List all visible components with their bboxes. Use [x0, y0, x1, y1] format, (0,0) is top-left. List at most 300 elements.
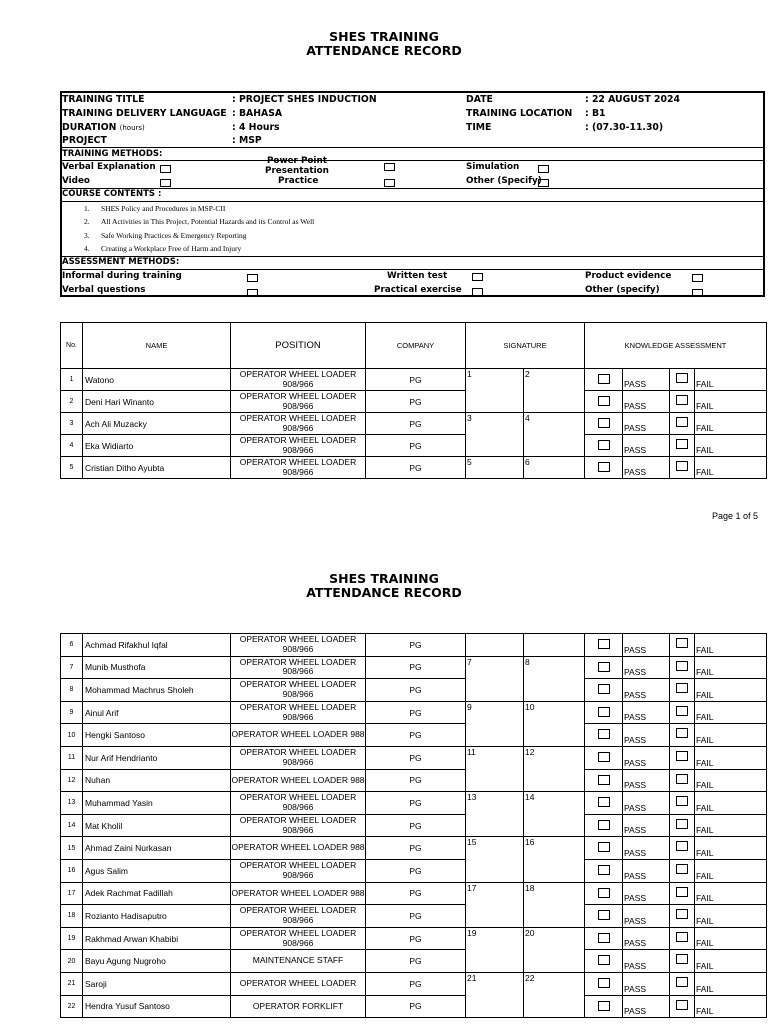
- fail-checkbox[interactable]: [676, 638, 688, 648]
- date-label: DATE: [466, 94, 493, 105]
- pass-checkbox[interactable]: [598, 842, 610, 852]
- position-line-1: OPERATOR WHEEL LOADER: [239, 928, 357, 939]
- attendee-position: [231, 457, 366, 479]
- pass-checkbox[interactable]: [598, 865, 610, 875]
- attendee-company: PG: [366, 457, 466, 479]
- duration-unit: (hours): [119, 124, 145, 132]
- fail-checkbox-cell: [670, 413, 695, 435]
- title-line-2: ATTENDANCE RECORD: [306, 43, 462, 58]
- signature-number: 12: [525, 746, 535, 757]
- attendee-company: PG: [366, 972, 466, 995]
- attendee-company: PG: [366, 679, 466, 702]
- pass-label: PASS: [623, 435, 670, 457]
- signature-cell[interactable]: [524, 792, 585, 837]
- signature-number: 13: [467, 792, 477, 803]
- method-verbal-explanation: Verbal Explanation: [62, 162, 156, 172]
- table-row: [61, 457, 767, 479]
- pass-checkbox[interactable]: [598, 752, 610, 762]
- position-line-2: 908/966: [282, 422, 314, 433]
- pass-label: PASS: [623, 369, 670, 391]
- fail-checkbox-cell: [670, 679, 695, 702]
- fail-checkbox[interactable]: [676, 661, 688, 671]
- signature-number: 2: [525, 369, 530, 379]
- signature-number: 20: [525, 927, 535, 938]
- pass-label: PASS: [623, 882, 670, 905]
- pass-checkbox[interactable]: [598, 418, 610, 428]
- table-row: [61, 792, 767, 815]
- signature-cell[interactable]: [466, 369, 524, 413]
- fail-label: FAIL: [695, 882, 767, 905]
- course-contents-heading: COURSE CONTENTS :: [62, 189, 162, 199]
- position-line-1: OPERATOR WHEEL LOADER: [239, 457, 357, 467]
- pass-checkbox[interactable]: [598, 933, 610, 943]
- signature-cell[interactable]: [524, 837, 585, 882]
- other-method-checkbox[interactable]: [538, 179, 549, 187]
- product-evidence-checkbox[interactable]: [692, 274, 703, 282]
- signature-cell[interactable]: [466, 701, 524, 746]
- header-name: NAME: [83, 323, 231, 369]
- row-number: 7: [61, 656, 83, 679]
- fail-checkbox[interactable]: [676, 819, 688, 829]
- attendee-position: [231, 950, 366, 973]
- attendee-name: Achmad Rifakhul Iqfal: [83, 634, 231, 657]
- fail-checkbox-cell: [670, 859, 695, 882]
- table-row: [61, 972, 767, 995]
- signature-cell[interactable]: [466, 792, 524, 837]
- position-line-1: OPERATOR FORKLIFT: [252, 1000, 344, 1011]
- position-line-2: 908/966: [282, 378, 314, 389]
- signature-cell[interactable]: [466, 413, 524, 457]
- attendee-company: PG: [366, 837, 466, 860]
- divider: [62, 160, 763, 161]
- attendee-company: PG: [366, 905, 466, 928]
- verbal-questions-checkbox[interactable]: [247, 289, 258, 297]
- signature-number: 14: [525, 792, 535, 803]
- attendee-position: [231, 814, 366, 837]
- signature-cell[interactable]: [524, 882, 585, 927]
- video-checkbox[interactable]: [160, 179, 171, 187]
- pass-checkbox[interactable]: [598, 1001, 610, 1011]
- fail-checkbox[interactable]: [676, 841, 688, 851]
- fail-checkbox[interactable]: [676, 774, 688, 784]
- fail-checkbox-cell: [670, 701, 695, 724]
- position-line-2: 908/966: [282, 824, 314, 835]
- pass-label: PASS: [623, 457, 670, 479]
- pass-checkbox[interactable]: [598, 729, 610, 739]
- signature-number: 1: [467, 369, 472, 379]
- pass-checkbox[interactable]: [598, 440, 610, 450]
- project-value: : MSP: [232, 135, 262, 146]
- attendee-position: [231, 792, 366, 815]
- attendee-company: PG: [366, 656, 466, 679]
- simulation-checkbox[interactable]: [538, 165, 549, 173]
- fail-checkbox[interactable]: [676, 932, 688, 942]
- attendee-company: PG: [366, 950, 466, 973]
- position-line-1: OPERATOR WHEEL LOADER: [239, 391, 357, 401]
- written-test-checkbox[interactable]: [472, 273, 483, 281]
- table-row: [61, 656, 767, 679]
- attendee-name: Hengki Santoso: [83, 724, 231, 747]
- fail-label: FAIL: [695, 724, 767, 747]
- attendee-name: Watono: [83, 369, 231, 391]
- signature-number: 11: [467, 746, 476, 757]
- position-line-1: OPERATOR WHEEL LOADER: [239, 413, 357, 423]
- pass-checkbox[interactable]: [598, 955, 610, 965]
- attendee-name: Saroji: [83, 972, 231, 995]
- assessment-product-evidence: Product evidence: [585, 271, 672, 281]
- row-number: 10: [61, 724, 83, 747]
- divider: [62, 188, 763, 189]
- fail-checkbox-cell: [670, 634, 695, 657]
- pass-checkbox[interactable]: [598, 978, 610, 988]
- fail-label: FAIL: [695, 769, 767, 792]
- attendee-name: Rozianto Hadisaputro: [83, 905, 231, 928]
- position-line-1: MAINTENANCE STAFF: [252, 955, 344, 966]
- other-assessment-checkbox[interactable]: [692, 289, 703, 297]
- table-row: [61, 882, 767, 905]
- fail-checkbox[interactable]: [676, 395, 688, 405]
- attendee-company: PG: [366, 814, 466, 837]
- signature-cell[interactable]: [466, 656, 524, 701]
- fail-checkbox-cell: [670, 457, 695, 479]
- method-practice: Practice: [278, 176, 319, 186]
- assessment-methods-heading: ASSESSMENT METHODS:: [62, 257, 180, 267]
- pass-checkbox[interactable]: [598, 910, 610, 920]
- pass-checkbox-cell: [585, 457, 623, 479]
- header-position: POSITION: [231, 323, 366, 369]
- divider: [62, 147, 763, 148]
- fail-checkbox[interactable]: [676, 954, 688, 964]
- date-value: : 22 AUGUST 2024: [585, 94, 680, 105]
- duration-value: : 4 Hours: [232, 122, 280, 133]
- pass-checkbox-cell: [585, 927, 623, 950]
- fail-label: FAIL: [695, 391, 767, 413]
- position-line-2: 908/966: [282, 688, 314, 699]
- position-line-2: 908/966: [282, 643, 314, 654]
- signature-cell[interactable]: [466, 882, 524, 927]
- pass-checkbox[interactable]: [598, 462, 610, 472]
- fail-checkbox-cell: [670, 656, 695, 679]
- fail-checkbox[interactable]: [676, 439, 688, 449]
- table-row: [61, 769, 767, 792]
- position-line-1: OPERATOR WHEEL LOADER: [239, 792, 357, 803]
- attendee-name: Hendra Yusuf Santoso: [83, 995, 231, 1018]
- fail-label: FAIL: [695, 972, 767, 995]
- attendee-position: [231, 724, 366, 747]
- signature-cell[interactable]: [466, 746, 524, 791]
- pass-label: PASS: [623, 950, 670, 973]
- pass-label: PASS: [623, 972, 670, 995]
- fail-checkbox[interactable]: [676, 751, 688, 761]
- fail-checkbox-cell: [670, 792, 695, 815]
- title-line-1: SHES TRAINING: [329, 29, 439, 44]
- row-number: 17: [61, 882, 83, 905]
- method-other: Other (Specify): [466, 176, 542, 186]
- delivery-language-value: : BAHASA: [232, 108, 283, 119]
- attendee-name: Nur Arif Hendrianto: [83, 746, 231, 769]
- signature-cell[interactable]: [524, 369, 585, 413]
- position-line-1: OPERATOR WHEEL LOADER: [239, 369, 357, 379]
- attendee-position: [231, 905, 366, 928]
- method-power-point: Power Point Presentation: [265, 156, 329, 176]
- time-value: : (07.30-11.30): [585, 122, 664, 133]
- position-line-2: 908/966: [282, 937, 314, 948]
- attendee-name: Deni Hari Winanto: [83, 391, 231, 413]
- fail-checkbox[interactable]: [676, 1000, 688, 1010]
- header-knowledge-assessment: KNOWLEDGE ASSESSMENT: [585, 323, 767, 369]
- row-number: 8: [61, 679, 83, 702]
- verbal-explanation-checkbox[interactable]: [160, 165, 171, 173]
- pass-label: PASS: [623, 905, 670, 928]
- position-line-2: 908/966: [282, 400, 314, 411]
- pass-checkbox-cell: [585, 792, 623, 815]
- header-no: No.: [61, 323, 83, 369]
- row-number: 19: [61, 927, 83, 950]
- power-point-checkbox[interactable]: [384, 163, 395, 171]
- table-row: [61, 435, 767, 457]
- attendance-table-page-1: [60, 322, 767, 479]
- assessment-verbal-questions: Verbal questions: [62, 285, 146, 295]
- signature-cell[interactable]: [466, 457, 524, 479]
- signature-cell[interactable]: [466, 927, 524, 972]
- attendee-company: PG: [366, 746, 466, 769]
- signature-cell[interactable]: [524, 972, 585, 1017]
- attendee-position: [231, 679, 366, 702]
- row-number: 20: [61, 950, 83, 973]
- fail-checkbox-cell: [670, 927, 695, 950]
- table-row: [61, 814, 767, 837]
- fail-checkbox-cell: [670, 435, 695, 457]
- signature-cell[interactable]: [524, 457, 585, 479]
- pass-checkbox-cell: [585, 746, 623, 769]
- attendee-company: PG: [366, 369, 466, 391]
- attendee-position: [231, 769, 366, 792]
- attendee-position: [231, 837, 366, 860]
- delivery-language-label: TRAINING DELIVERY LANGUAGE: [62, 108, 227, 119]
- signature-number: 10: [525, 701, 535, 712]
- title-line-1: SHES TRAINING: [329, 571, 439, 586]
- pass-checkbox-cell: [585, 391, 623, 413]
- assessment-written-test: Written test: [387, 271, 448, 281]
- table-row: [61, 905, 767, 928]
- fail-checkbox[interactable]: [676, 909, 688, 919]
- pass-label: PASS: [623, 746, 670, 769]
- attendee-name: Mat Kholil: [83, 814, 231, 837]
- row-number: 1: [61, 369, 83, 391]
- pass-checkbox-cell: [585, 413, 623, 435]
- training-methods-heading: TRAINING METHODS:: [62, 149, 163, 159]
- pass-checkbox-cell: [585, 972, 623, 995]
- row-number: 21: [61, 972, 83, 995]
- header-signature: SIGNATURE: [466, 323, 585, 369]
- pass-checkbox[interactable]: [598, 775, 610, 785]
- informal-checkbox[interactable]: [247, 274, 258, 282]
- attendee-name: Ainul Arif: [83, 701, 231, 724]
- assessment-informal: Informal during training: [62, 271, 182, 281]
- location-value: : B1: [585, 108, 606, 119]
- signature-cell[interactable]: [524, 927, 585, 972]
- fail-checkbox-cell: [670, 905, 695, 928]
- pass-checkbox-cell: [585, 905, 623, 928]
- attendee-company: PG: [366, 882, 466, 905]
- position-line-1: OPERATOR WHEEL LOADER: [239, 815, 357, 826]
- table-row: [61, 927, 767, 950]
- row-number: 9: [61, 701, 83, 724]
- row-number: 4: [61, 435, 83, 457]
- fail-checkbox-cell: [670, 724, 695, 747]
- signature-number: 19: [467, 927, 477, 938]
- position-line-2: 908/966: [282, 914, 314, 925]
- pass-checkbox[interactable]: [598, 797, 610, 807]
- fail-checkbox[interactable]: [676, 706, 688, 716]
- signature-cell[interactable]: [466, 972, 524, 1017]
- table-row: [61, 837, 767, 860]
- header-company: COMPANY: [366, 323, 466, 369]
- fail-checkbox[interactable]: [676, 417, 688, 427]
- fail-label: FAIL: [695, 927, 767, 950]
- row-number: 16: [61, 859, 83, 882]
- practical-exercise-checkbox[interactable]: [472, 288, 483, 296]
- pass-label: PASS: [623, 656, 670, 679]
- pass-checkbox-cell: [585, 859, 623, 882]
- attendee-name: Agus Salim: [83, 859, 231, 882]
- pass-label: PASS: [623, 995, 670, 1018]
- pass-checkbox[interactable]: [598, 639, 610, 649]
- fail-label: FAIL: [695, 369, 767, 391]
- fail-checkbox[interactable]: [676, 887, 688, 897]
- fail-label: FAIL: [695, 995, 767, 1018]
- pass-checkbox-cell: [585, 679, 623, 702]
- fail-checkbox-cell: [670, 391, 695, 413]
- fail-label: FAIL: [695, 950, 767, 973]
- page-number: Page 1 of 5: [711, 511, 758, 521]
- signature-cell[interactable]: [524, 746, 585, 791]
- pass-label: PASS: [623, 814, 670, 837]
- position-line-1: OPERATOR WHEEL LOADER: [239, 702, 357, 713]
- position-line-1: OPERATOR WHEEL LOADER: [239, 747, 357, 758]
- fail-checkbox-cell: [670, 814, 695, 837]
- fail-checkbox[interactable]: [676, 796, 688, 806]
- pass-checkbox[interactable]: [598, 662, 610, 672]
- table-row: [61, 679, 767, 702]
- row-number: 6: [61, 634, 83, 657]
- pass-checkbox-cell: [585, 724, 623, 747]
- pass-checkbox-cell: [585, 435, 623, 457]
- table-row: [61, 391, 767, 413]
- table-row: [61, 859, 767, 882]
- divider: [62, 201, 763, 202]
- position-line-1: OPERATOR WHEEL LOADER 988: [231, 729, 365, 740]
- table-row: [61, 634, 767, 657]
- pass-label: PASS: [623, 679, 670, 702]
- table-row: [61, 746, 767, 769]
- position-line-1: OPERATOR WHEEL LOADER: [239, 656, 357, 667]
- attendee-company: PG: [366, 927, 466, 950]
- fail-checkbox[interactable]: [676, 728, 688, 738]
- divider: [62, 269, 763, 270]
- training-title-label: TRAINING TITLE: [62, 94, 145, 105]
- assessment-practical-exercise: Practical exercise: [374, 285, 462, 295]
- attendee-name: Munib Musthofa: [83, 656, 231, 679]
- attendee-company: PG: [366, 769, 466, 792]
- title-line-2: ATTENDANCE RECORD: [306, 585, 462, 600]
- pass-label: PASS: [623, 792, 670, 815]
- attendee-position: [231, 369, 366, 391]
- attendee-company: PG: [366, 724, 466, 747]
- fail-label: FAIL: [695, 435, 767, 457]
- table-row: [61, 413, 767, 435]
- practice-checkbox[interactable]: [384, 179, 395, 187]
- pass-checkbox-cell: [585, 837, 623, 860]
- position-line-1: OPERATOR WHEEL LOADER: [239, 860, 357, 871]
- attendee-position: [231, 656, 366, 679]
- attendee-position: [231, 995, 366, 1018]
- attendee-company: PG: [366, 391, 466, 413]
- fail-checkbox-cell: [670, 995, 695, 1018]
- position-line-2: 908/966: [282, 756, 314, 767]
- signature-number: 3: [467, 413, 472, 423]
- fail-checkbox-cell: [670, 950, 695, 973]
- table-row: [61, 950, 767, 973]
- pass-checkbox[interactable]: [598, 396, 610, 406]
- fail-checkbox[interactable]: [676, 373, 688, 383]
- signature-cell[interactable]: [524, 634, 585, 657]
- attendee-name: Muhammad Yasin: [83, 792, 231, 815]
- pass-checkbox[interactable]: [598, 684, 610, 694]
- table-row: [61, 701, 767, 724]
- attendee-name: Eka Widiarto: [83, 435, 231, 457]
- position-line-1: OPERATOR WHEEL LOADER: [239, 679, 357, 690]
- signature-cell[interactable]: [466, 634, 524, 657]
- signature-number: 22: [525, 972, 535, 983]
- signature-cell[interactable]: [524, 413, 585, 457]
- attendee-company: PG: [366, 634, 466, 657]
- fail-checkbox[interactable]: [676, 683, 688, 693]
- position-line-1: OPERATOR WHEEL LOADER 988: [231, 842, 365, 853]
- signature-cell[interactable]: [524, 701, 585, 746]
- signature-number: 7: [467, 656, 472, 667]
- pass-label: PASS: [623, 701, 670, 724]
- row-number: 12: [61, 769, 83, 792]
- pass-checkbox[interactable]: [598, 888, 610, 898]
- pass-checkbox[interactable]: [598, 374, 610, 384]
- fail-checkbox-cell: [670, 972, 695, 995]
- attendee-name: Ahmad Zaini Nurkasan: [83, 837, 231, 860]
- row-number: 5: [61, 457, 83, 479]
- fail-checkbox-cell: [670, 837, 695, 860]
- pass-checkbox[interactable]: [598, 707, 610, 717]
- signature-cell[interactable]: [466, 837, 524, 882]
- attendee-name: Bayu Agung Nugroho: [83, 950, 231, 973]
- fail-label: FAIL: [695, 634, 767, 657]
- signature-cell[interactable]: [524, 656, 585, 701]
- pass-label: PASS: [623, 391, 670, 413]
- attendee-company: PG: [366, 701, 466, 724]
- signature-number: 5: [467, 457, 472, 467]
- fail-checkbox[interactable]: [676, 977, 688, 987]
- attendee-name: Mohammad Machrus Sholeh: [83, 679, 231, 702]
- method-simulation: Simulation: [466, 162, 520, 172]
- pass-checkbox-cell: [585, 369, 623, 391]
- fail-checkbox[interactable]: [676, 864, 688, 874]
- pass-label: PASS: [623, 927, 670, 950]
- duration-label: DURATION (hours): [62, 122, 145, 133]
- pass-checkbox-cell: [585, 701, 623, 724]
- fail-label: FAIL: [695, 413, 767, 435]
- position-line-1: OPERATOR WHEEL LOADER: [239, 634, 357, 645]
- pass-checkbox[interactable]: [598, 820, 610, 830]
- fail-checkbox[interactable]: [676, 461, 688, 471]
